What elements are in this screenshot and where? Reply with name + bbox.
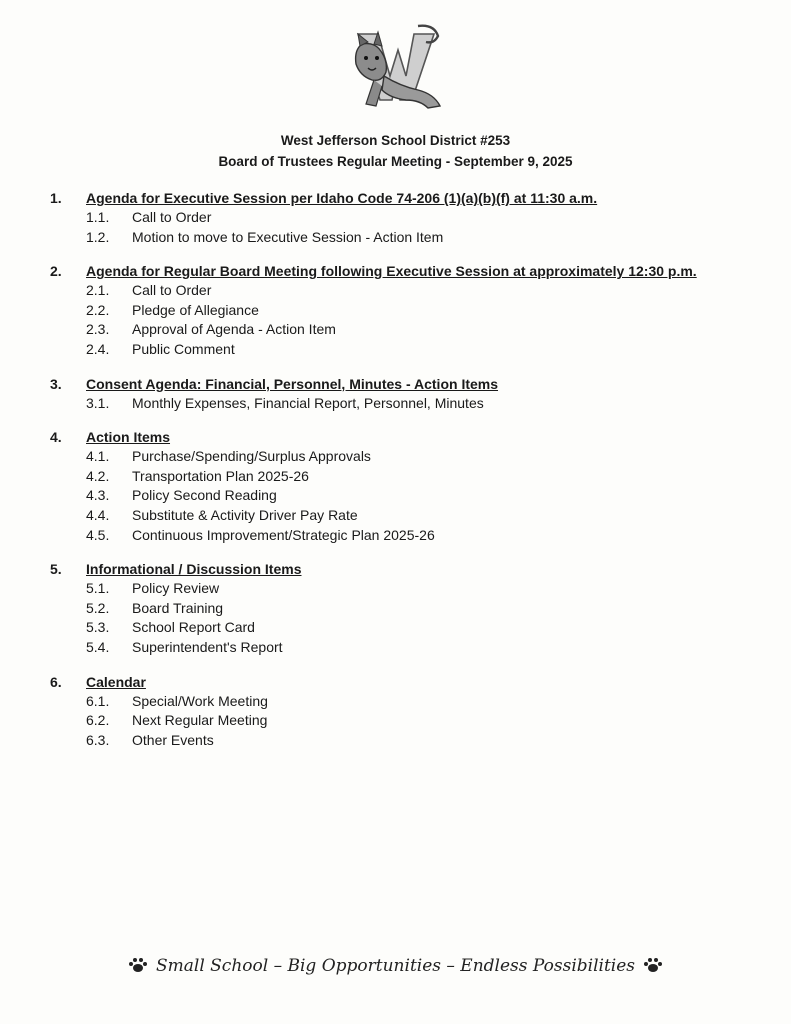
item-number: 1.2. (86, 228, 110, 245)
item-number: 2.1. (86, 282, 110, 299)
item-number: 3.1. (86, 394, 110, 411)
section-heading (50, 188, 750, 208)
item-label: Substitute & Activity Driver Pay Rate (132, 506, 358, 523)
section-number: 5. (50, 561, 62, 578)
agenda-item (50, 208, 750, 228)
item-number: 6.3. (86, 731, 110, 748)
item-label: Public Comment (132, 340, 235, 357)
item-number: 4.2. (86, 467, 110, 484)
agenda-section (50, 672, 750, 751)
item-number: 6.1. (86, 692, 110, 709)
paw-print-icon (128, 957, 148, 973)
item-label: Call to Order (132, 209, 212, 225)
item-label: Policy Review (132, 580, 220, 597)
agenda-item (50, 731, 750, 751)
agenda-item (50, 320, 750, 340)
item-number: 5.2. (86, 599, 110, 616)
agenda-item (50, 447, 750, 467)
section-heading (50, 374, 750, 394)
agenda-item (50, 711, 750, 731)
item-label: Transportation Plan 2025-26 (132, 467, 309, 484)
agenda-item (50, 526, 750, 546)
item-number: 2.4. (86, 340, 110, 357)
section-title: Informational / Discussion Items (86, 561, 302, 578)
wildcat-logo-icon (348, 20, 444, 112)
agenda-item (50, 486, 750, 506)
agenda-item (50, 599, 750, 619)
agenda-section (50, 427, 750, 545)
item-label: Other Events (132, 731, 214, 748)
section-heading (50, 672, 750, 692)
agenda-section (50, 261, 750, 359)
agenda-section (50, 559, 750, 657)
item-number: 4.5. (86, 526, 110, 543)
section-heading (50, 559, 750, 579)
section-heading (50, 427, 750, 447)
item-number: 5.1. (86, 580, 110, 597)
item-number: 5.3. (86, 619, 110, 636)
district-name: West Jefferson School District #253 (280, 133, 511, 148)
item-label: Policy Second Reading (132, 487, 277, 504)
agenda-item (50, 618, 750, 638)
section-number: 2. (50, 263, 62, 280)
section-title: Agenda for Regular Board Meeting following Executive Session at approximately 12:30 p.m. (86, 263, 697, 280)
item-number: 5.4. (86, 638, 110, 655)
item-label: Approval of Agenda - Action Item (132, 321, 336, 338)
item-label: Special/Work Meeting (132, 692, 268, 709)
item-label: Pledge of Allegiance (132, 301, 259, 318)
item-number: 2.3. (86, 321, 110, 338)
agenda-section (50, 374, 750, 414)
section-number: 1. (50, 190, 62, 206)
agenda-section (50, 188, 750, 247)
item-label: Motion to move to Executive Session - Action Item (132, 228, 444, 245)
item-label: Continuous Improvement/Strategic Plan 2025-26 (132, 526, 435, 543)
item-label: Call to Order (132, 282, 212, 299)
item-label: Superintendent's Report (132, 638, 283, 655)
agenda-list (50, 188, 750, 764)
document-header (0, 130, 791, 172)
agenda-item (50, 638, 750, 658)
section-title: Consent Agenda: Financial, Personnel, Minutes - Action Items (86, 375, 499, 392)
agenda-item (50, 340, 750, 360)
agenda-item (50, 692, 750, 712)
agenda-item (50, 301, 750, 321)
item-number: 2.2. (86, 301, 110, 318)
item-number: 6.2. (86, 712, 110, 729)
section-heading (50, 261, 750, 281)
agenda-item (50, 228, 750, 248)
item-number: 4.1. (86, 448, 110, 465)
item-number: 1.1. (86, 209, 110, 225)
meeting-title: Board of Trustees Regular Meeting - September 9, 2025 (218, 154, 573, 169)
item-label: Next Regular Meeting (132, 712, 268, 729)
item-label: School Report Card (132, 619, 255, 636)
motto-text: Small School – Big Opportunities – Endless Possibilities (155, 956, 636, 976)
section-number: 3. (50, 375, 62, 392)
section-number: 6. (50, 673, 62, 690)
item-number: 4.4. (86, 506, 110, 523)
item-label: Monthly Expenses, Financial Report, Personnel, Minutes (132, 394, 484, 411)
paw-print-icon (643, 957, 663, 973)
section-number: 4. (50, 429, 62, 446)
section-title: Action Items (86, 429, 171, 446)
item-number: 4.3. (86, 487, 110, 504)
footer-motto (0, 956, 791, 976)
agenda-item (50, 579, 750, 599)
item-label: Purchase/Spending/Surplus Approvals (132, 448, 371, 465)
agenda-item (50, 467, 750, 487)
agenda-item (50, 394, 750, 414)
agenda-item (50, 506, 750, 526)
section-title: Agenda for Executive Session per Idaho Code 74-206 (1)(a)(b)(f) at 11:30 a.m. (86, 190, 598, 206)
section-title: Calendar (86, 673, 146, 690)
item-label: Board Training (132, 599, 224, 616)
agenda-item (50, 281, 750, 301)
